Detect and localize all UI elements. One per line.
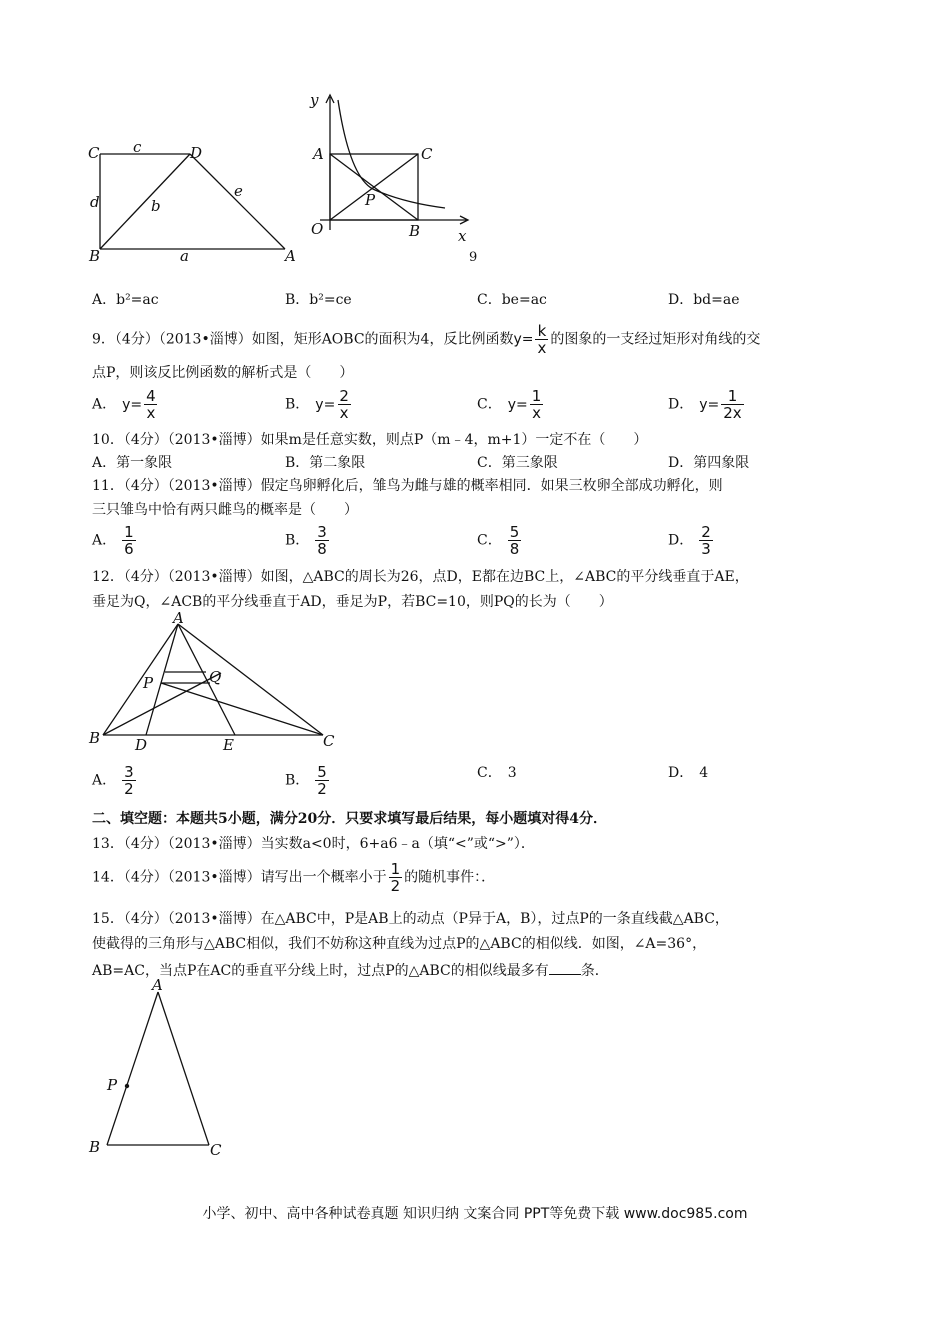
option-label: C． [477,396,502,413]
option-label: B． [285,532,310,549]
option-label: C． [477,765,502,781]
option-label: D． [668,396,694,413]
option-fraction [699,524,713,557]
label-A: A [152,976,163,994]
q15-text-3b: 条． [580,963,609,979]
option-fraction [721,388,743,421]
q11-option-d[interactable] [668,524,715,557]
fraction-denominator: 2 [124,780,134,798]
fraction-denominator: 2x [723,404,742,422]
fraction-numerator: 1 [390,860,401,878]
label-B: B [89,729,101,747]
option-fraction [508,524,522,557]
option-fraction [315,764,329,797]
fraction-numerator: 2 [701,523,711,541]
q11-option-b[interactable] [285,524,331,557]
label-C: C [210,1141,222,1159]
label-B: B [89,1138,101,1156]
option-label: A． [92,532,117,549]
q11-text-line2: 三只雏鸟中恰有两只雌鸟的概率是（ ） [92,502,358,518]
fraction-denominator: x [339,404,349,422]
fraction-denominator: x [532,404,541,422]
q11-option-a[interactable] [92,524,138,557]
figure-caption: 9 [469,250,478,265]
label-A: A [285,247,296,265]
q9-text-2: 的图象的一支经过矩形对角线的交 [550,331,761,348]
option-y: y= [315,396,336,413]
option-label: D． [668,532,694,549]
label-O: O [311,220,324,238]
q11-text-line1: 11．（4分）（2013•淄博）假定鸟卵孵化后，雏鸟为雌与雄的概率相同．如果三枚卵全部成功孵化，则 [92,478,723,494]
page-footer: 小学、初中、高中各种试卷真题 知识归纳 文案合同 PPT等免费下载 www.doc985.com [202,1206,748,1222]
q12-text-line2: 垂足为Q，∠ACB的平分线垂直于AD，垂足为P，若BC=10，则PQ的长为（ ） [92,594,613,610]
label-D: D [190,144,203,162]
fraction-denominator: 2 [390,877,401,895]
fraction-denominator: 8 [509,540,520,558]
fraction-numerator: 1 [531,387,542,405]
q8-option-a[interactable]: A．b²=ac [92,292,159,308]
q15-figure [80,975,250,1160]
q9-figure [305,85,485,270]
option-y: y= [122,396,143,413]
q9-text-1: 9．（4分）（2013•淄博）如图，矩形AOBC的面积为4，反比例函数 [92,331,514,348]
fraction-denominator: x [537,339,547,357]
q14-question [92,861,495,894]
q9-option-d[interactable] [668,388,746,421]
label-d: d [90,193,100,211]
q9-text-line2: 点P，则该反比例函数的解析式是（ ） [92,365,354,381]
q10-option-a[interactable]: A．第一象限 [92,455,173,471]
option-y: y= [699,396,720,413]
fraction-denominator: 8 [317,540,327,558]
label-C: C [421,145,433,163]
label-x: x [458,227,467,245]
q15-text-line2: 使截得的三角形与△ABC相似，我们不妨称这种直线为过点P的△ABC的相似线．如图，∠A=36°， [92,936,707,952]
q8-option-b[interactable]: B．b²=ce [285,292,352,308]
q11-option-c[interactable] [477,524,523,557]
q9-function-fraction [535,323,548,356]
label-e: e [234,182,243,200]
label-B: B [89,247,101,265]
label-B: B [409,222,421,240]
q12-text-line1: 12．（4分）（2013•淄博）如图，△ABC的周长为26，点D，E都在边BC上，∠ABC的平分线垂直于AE， [92,569,749,585]
q14-text-2: 的随机事件：． [404,869,496,886]
fraction-numerator: 3 [317,523,327,541]
q8-figure [80,135,310,270]
label-y: y [310,91,319,109]
option-fraction [530,388,544,421]
q9-option-a[interactable] [92,388,160,421]
option-value: 3 [507,765,517,781]
fraction-numerator: 1 [727,387,738,405]
option-y: y= [507,396,528,413]
label-P: P [107,1076,118,1094]
fraction-denominator: 6 [124,540,134,558]
option-fraction [315,524,329,557]
q12-figure [85,610,345,755]
label-A: A [313,145,324,163]
option-label: D． [668,765,694,781]
q9-question [92,323,760,356]
label-C: C [323,732,335,750]
q15-text-3a: AB=AC，当点P在AC的垂直平分线上时，过点P的△ABC的相似线最多有 [92,963,549,979]
fraction-numerator: 4 [146,387,156,405]
q12-option-d[interactable] [668,764,708,782]
fraction-numerator: 1 [124,523,134,541]
label-a: a [180,247,189,265]
option-label: B． [285,396,310,413]
q14-text-1: 14．（4分）（2013•淄博）请写出一个概率小于 [92,869,387,886]
q9-option-b[interactable] [285,388,353,421]
option-value: 4 [699,765,709,781]
q15-text-line1: 15．（4分）（2013•淄博）在△ABC中，P是AB上的动点（P异于A，B），过点P的一条直线截△ABC， [92,911,729,927]
q10-option-c[interactable]: C．第三象限 [477,455,558,471]
q10-option-b[interactable]: B．第二象限 [285,455,366,471]
label-c: c [133,138,142,156]
option-fraction [122,764,136,797]
option-label: C． [477,532,502,549]
option-label: A． [92,772,117,789]
label-P: P [365,191,376,209]
label-E: E [223,736,234,754]
q10-option-d[interactable]: D．第四象限 [668,455,750,471]
fraction-denominator: 3 [701,540,711,558]
option-fraction [337,388,351,421]
fraction-numerator: 5 [509,523,520,541]
label-C: C [88,144,100,162]
option-label: B． [285,772,310,789]
q8-option-d[interactable]: D．bd=ae [668,292,740,308]
label-D: D [135,736,148,754]
q10-question: 10．（4分）（2013•淄博）如果m是任意实数，则点P（m﹣4，m+1）一定不在（ ） [92,432,648,448]
q9-function-y: y= [513,331,534,348]
q12-option-b[interactable] [285,764,331,797]
label-A: A [173,610,184,627]
fraction-denominator: 2 [317,780,327,798]
label-Q: Q [209,668,222,686]
label-P: P [143,674,154,692]
q8-option-c[interactable]: C．be=ac [477,292,547,308]
fraction-numerator: 2 [339,387,349,405]
section-2-title: 二、填空题：本题共5小题，满分20分．只要求填写最后结果，每小题填对得4分． [92,811,607,827]
fraction-denominator: x [146,404,156,422]
option-label: A． [92,396,117,413]
fraction-numerator: k [537,322,547,340]
q14-fraction [389,861,403,894]
q12-option-a[interactable] [92,764,138,797]
label-b: b [151,197,161,215]
q13-question: 13．（4分）（2013•淄博）当实数a<0时，6+a6﹣a（填“<”或“>”）． [92,836,535,852]
fraction-numerator: 5 [317,763,327,781]
option-fraction [144,388,158,421]
q9-option-c[interactable] [477,388,545,421]
fraction-numerator: 3 [124,763,134,781]
answer-blank[interactable] [549,960,581,975]
q12-option-c[interactable] [477,764,517,782]
option-fraction [122,524,136,557]
